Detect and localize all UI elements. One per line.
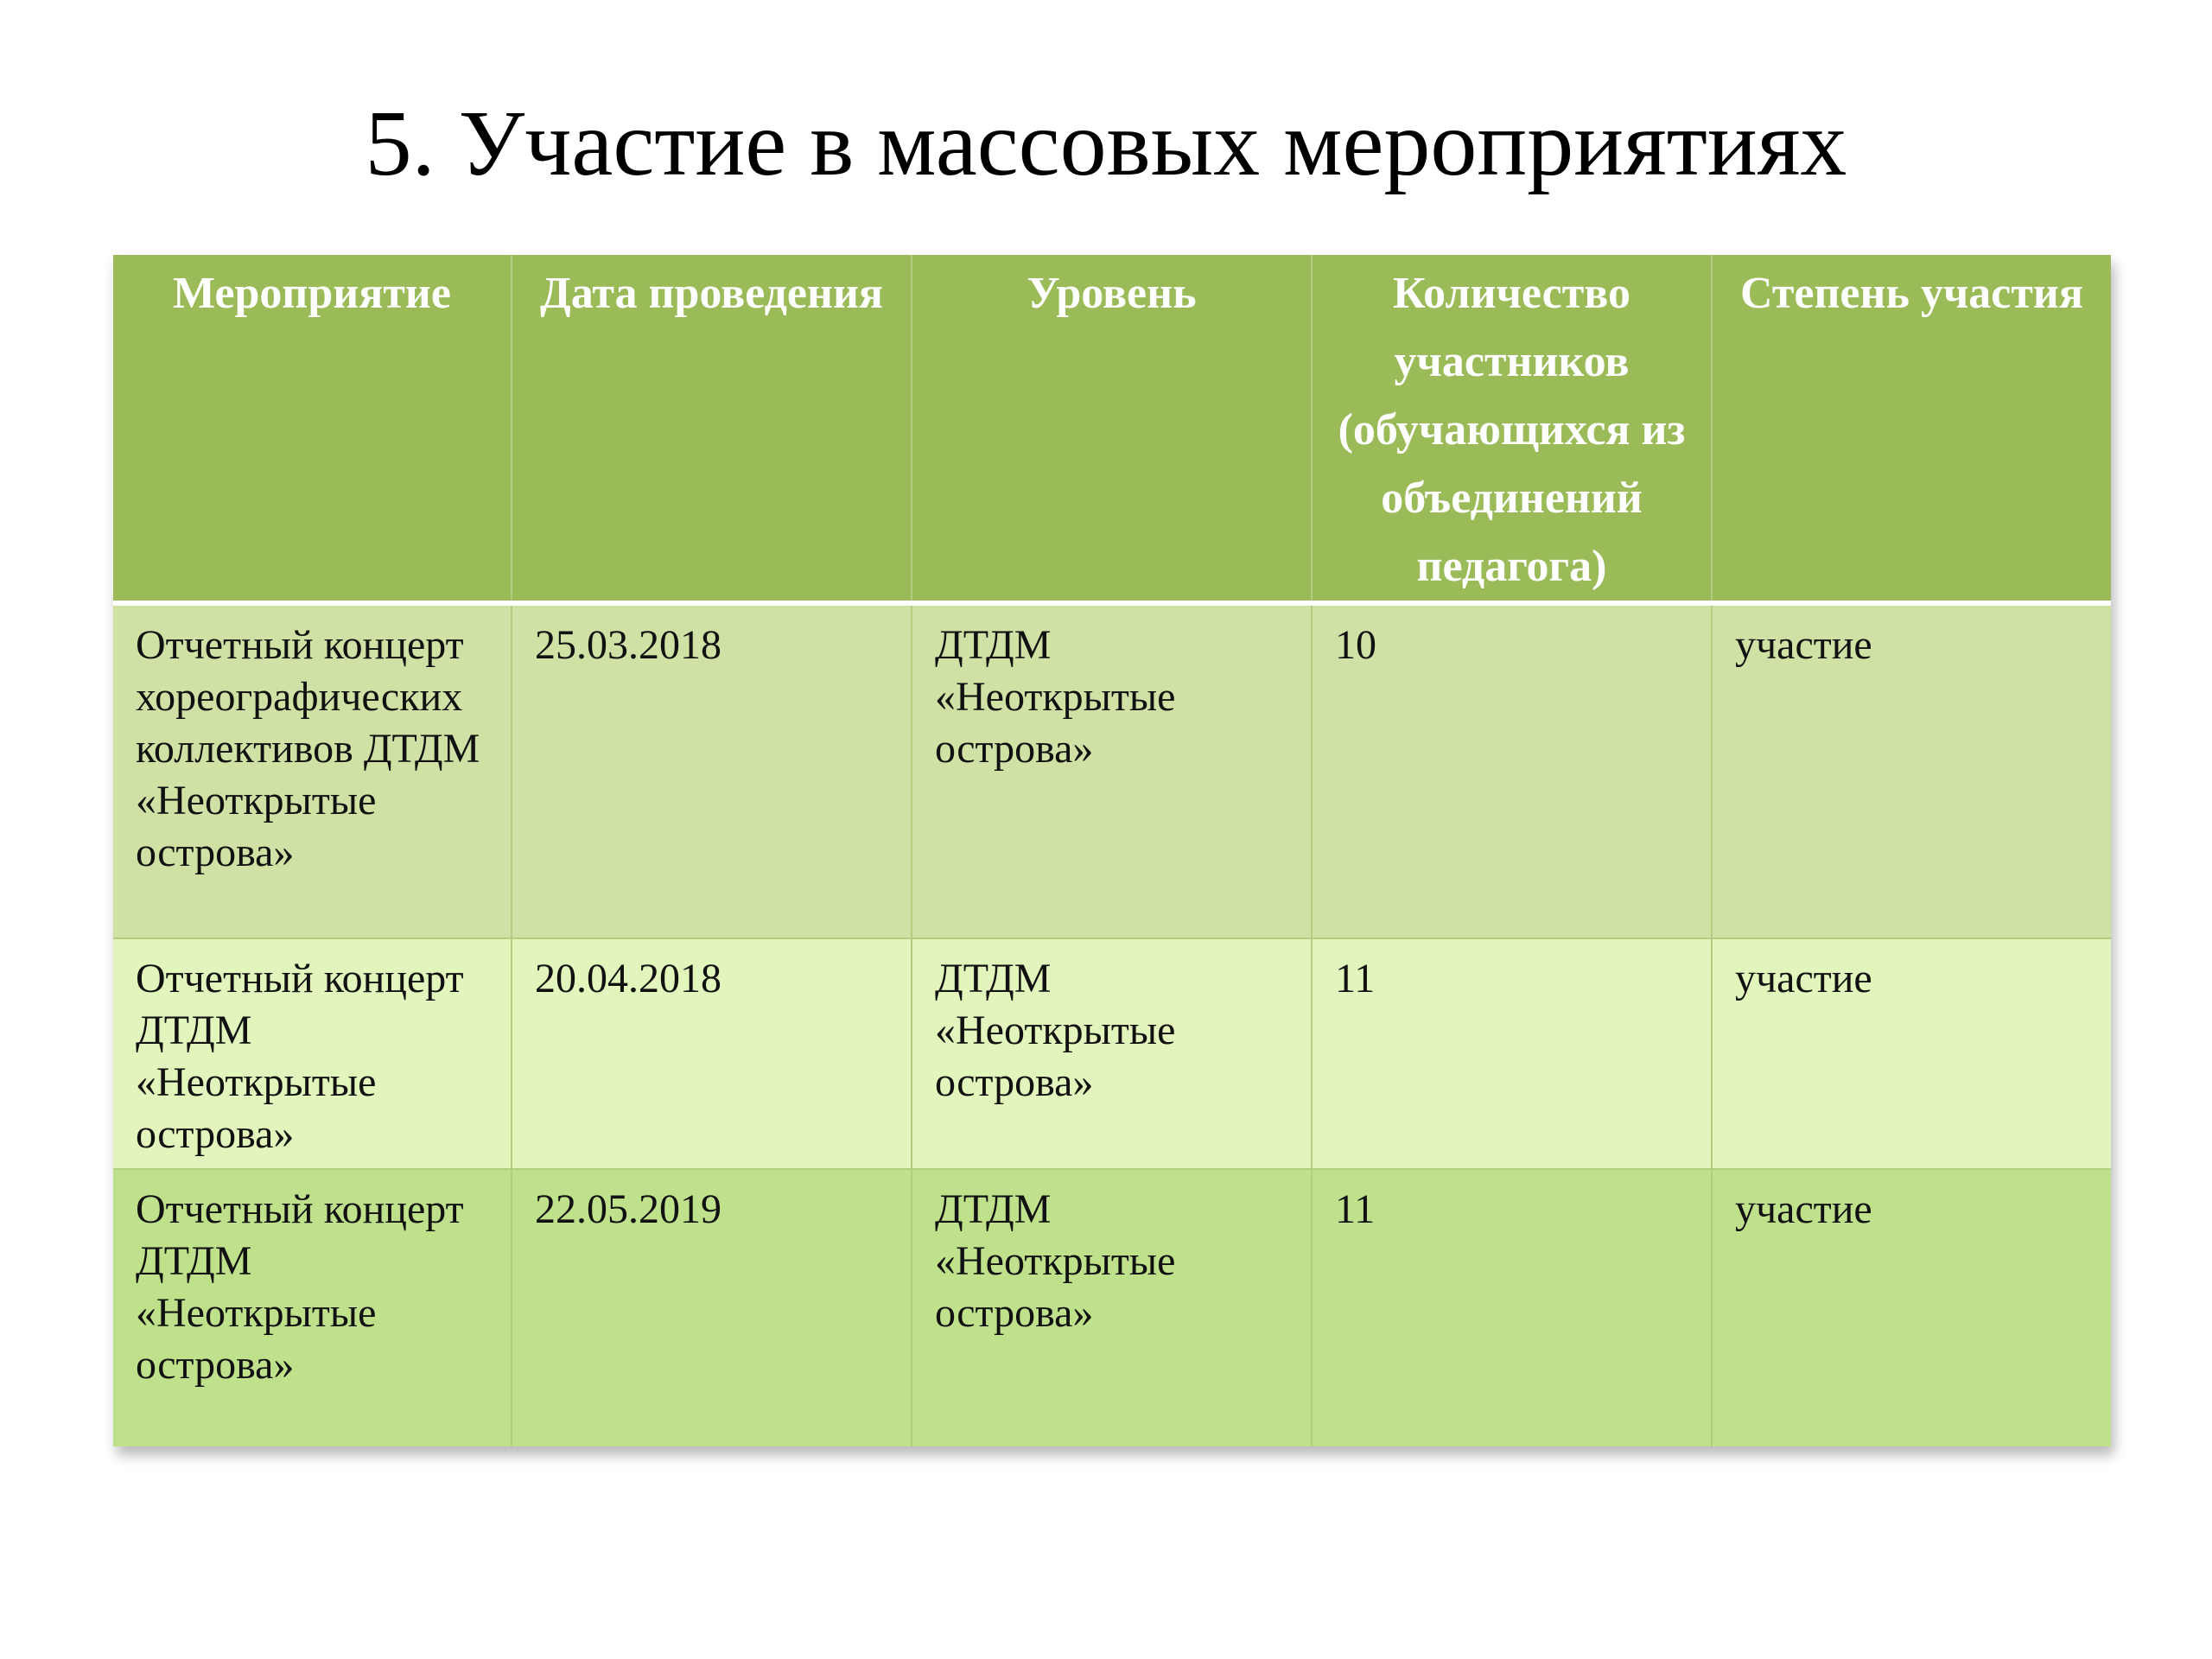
table-header-row [113, 255, 2111, 603]
cell-event: Отчетный концерт хореографических коллективов ДТДМ «Неоткрытые острова» [113, 603, 512, 938]
cell-degree: участие [1712, 1169, 2111, 1446]
header-participants: Количество участников (обучающихся из объединений педагога) [1312, 255, 1712, 603]
cell-degree: участие [1712, 938, 2111, 1169]
cell-date: 22.05.2019 [512, 1169, 912, 1446]
cell-date: 25.03.2018 [512, 603, 912, 938]
events-table [113, 255, 2111, 1446]
cell-date: 20.04.2018 [512, 938, 912, 1169]
cell-event: Отчетный концерт ДТДМ «Неоткрытые острова» [113, 1169, 512, 1446]
header-degree: Степень участия [1712, 255, 2111, 603]
cell-level: ДТДМ «Неоткрытые острова» [912, 603, 1312, 938]
cell-degree: участие [1712, 603, 2111, 938]
table-row [113, 938, 2111, 1169]
header-date: Дата проведения [512, 255, 912, 603]
table-row [113, 603, 2111, 938]
cell-level: ДТДМ «Неоткрытые острова» [912, 938, 1312, 1169]
slide-title: 5. Участие в массовых мероприятиях [365, 92, 1847, 195]
cell-participants: 10 [1312, 603, 1712, 938]
cell-participants: 11 [1312, 938, 1712, 1169]
header-level: Уровень [912, 255, 1312, 603]
table-row [113, 1169, 2111, 1446]
cell-participants: 11 [1312, 1169, 1712, 1446]
cell-level: ДТДМ «Неоткрытые острова» [912, 1169, 1312, 1446]
header-event: Мероприятие [113, 255, 512, 603]
cell-event: Отчетный концерт ДТДМ «Неоткрытые острова» [113, 938, 512, 1169]
